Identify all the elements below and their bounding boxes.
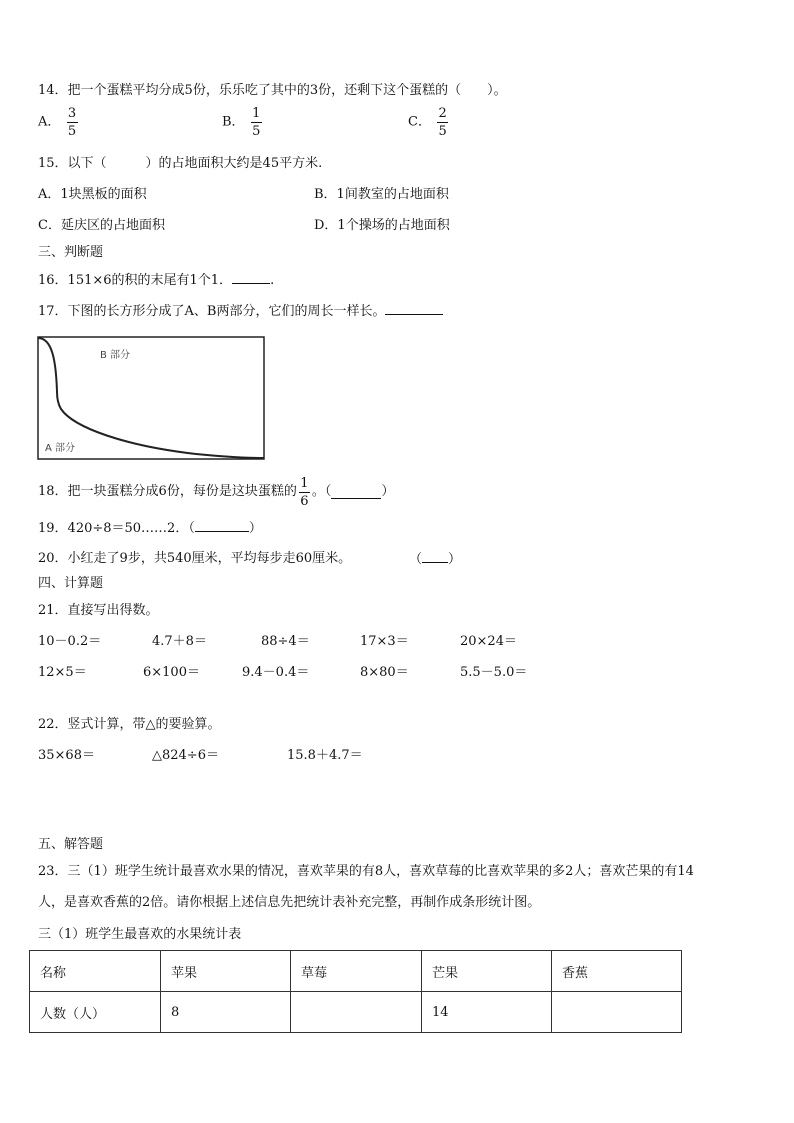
vertical-calc-item[interactable]: 35×68＝: [38, 748, 95, 763]
numerator: 3: [67, 106, 77, 121]
numerator: 1: [300, 475, 309, 491]
calc-item[interactable]: 20×24＝: [460, 634, 517, 649]
q22-stem: 22．竖式计算，带△的要验算。: [38, 717, 221, 732]
numerator: 1: [252, 106, 261, 121]
fraction: [299, 476, 310, 509]
q19-close: ）: [248, 521, 262, 536]
q18-close: ）: [381, 484, 395, 499]
q20: [38, 550, 351, 568]
denominator: 5: [252, 124, 261, 139]
q15-stem: 15．以下（ ）的占地面积大约是45平方米.: [38, 156, 323, 171]
section-title: 三、判断题: [38, 245, 104, 260]
answer-blank[interactable]: [385, 302, 443, 315]
calc-item[interactable]: 17×3＝: [360, 634, 409, 649]
answer-blank[interactable]: [232, 271, 270, 284]
q14-option-a[interactable]: [38, 106, 80, 139]
q19-text: 19．420÷8＝50……2．（: [38, 521, 195, 536]
q16-end: .: [270, 273, 275, 288]
q17: [38, 302, 443, 321]
fraction: [251, 106, 262, 139]
q18-text: 18．把一块蛋糕分成6份，每份是这块蛋糕的: [38, 484, 297, 499]
q17-text: 17．下图的长方形分成了A、B两部分，它们的周长一样长。: [38, 304, 386, 319]
calc-item[interactable]: 88÷4＝: [261, 634, 310, 649]
q16-text: 16．151×6的积的末尾有1个1．: [38, 273, 233, 288]
q23-line1: 23．三（1）班学生统计最喜欢水果的情况，喜欢苹果的有8人，喜欢草莓的比喜欢苹果的多2人；喜欢芒果的有14: [38, 864, 694, 879]
q14-stem: 14．把一个蛋糕平均分成5份，乐乐吃了其中的3份，还剩下这个蛋糕的（ ）。: [38, 83, 507, 98]
answer-blank[interactable]: [331, 486, 381, 499]
calc-item[interactable]: 9.4－0.4＝: [242, 665, 310, 680]
table-cell: 草莓: [291, 951, 422, 992]
q15-option-b[interactable]: B．1间教室的占地面积: [314, 187, 449, 202]
q19: [38, 519, 262, 538]
table-cell: 人数（人）: [30, 992, 161, 1033]
fraction-bar: [299, 492, 310, 493]
dividing-curve: [38, 338, 264, 458]
q23-line2: 人，是喜欢香蕉的2倍。请你根据上述信息先把统计表补充完整，再制作成条形统计图。: [38, 895, 541, 910]
denominator: 6: [300, 493, 309, 509]
table-cell: 香蕉: [552, 951, 682, 992]
vertical-calc-item[interactable]: 15.8＋4.7＝: [287, 748, 363, 763]
fraction-bar: [67, 122, 78, 123]
q14-option-b[interactable]: [222, 106, 264, 139]
numerator: 2: [438, 106, 447, 121]
denominator: 5: [67, 124, 77, 139]
table-cell-blank[interactable]: [291, 992, 422, 1033]
q21-stem: 21．直接写出得数。: [38, 603, 159, 618]
table-cell-blank[interactable]: [552, 992, 682, 1033]
option-label: B．: [222, 114, 245, 130]
calc-item[interactable]: 6×100＝: [143, 665, 200, 680]
table-header-row: [30, 951, 682, 992]
calc-item[interactable]: 8×80＝: [360, 665, 409, 680]
table-cell: 14: [422, 992, 552, 1033]
vertical-calc-item[interactable]: △824÷6＝: [152, 748, 219, 763]
answer-blank[interactable]: [195, 519, 249, 532]
label-part-a: A 部分: [45, 443, 76, 454]
q16: [38, 271, 274, 290]
table-cell: 名称: [30, 951, 161, 992]
fraction: [67, 106, 78, 139]
fraction-bar: [251, 122, 262, 123]
calc-item[interactable]: 12×5＝: [38, 665, 87, 680]
section-title: 五、解答题: [38, 837, 104, 852]
table-cell: 8: [161, 992, 291, 1033]
table-cell: 芒果: [422, 951, 552, 992]
fruit-stats-table: [29, 950, 682, 1033]
table-row: [30, 992, 682, 1033]
option-label: C．: [408, 114, 431, 130]
q20-answer: [409, 550, 461, 569]
section-title: 四、计算题: [38, 576, 104, 591]
q15-option-a[interactable]: A．1块黑板的面积: [38, 187, 147, 202]
rectangle-outline: [38, 337, 264, 459]
table-cell: 苹果: [161, 951, 291, 992]
q20-text: 20．小红走了9步，共540厘米，平均每步走60厘米。: [38, 551, 352, 566]
q14-option-c[interactable]: [408, 106, 450, 139]
rectangle-figure: [36, 334, 268, 462]
calc-item[interactable]: 5.5－5.0＝: [460, 665, 528, 680]
q18: [38, 475, 394, 510]
q20-open: （: [409, 552, 423, 567]
answer-blank[interactable]: [422, 550, 448, 563]
calc-item[interactable]: 4.7＋8＝: [152, 634, 207, 649]
denominator: 5: [438, 124, 447, 139]
label-part-b: B 部分: [100, 350, 131, 361]
q18-open: 。（: [311, 484, 332, 499]
q15-option-c[interactable]: C．延庆区的占地面积: [38, 218, 165, 233]
fraction: [437, 106, 448, 139]
q20-close: ）: [448, 552, 462, 567]
option-label: A．: [38, 114, 61, 130]
calc-item[interactable]: 10－0.2＝: [38, 634, 102, 649]
table-title: 三（1）班学生最喜欢的水果统计表: [38, 927, 242, 942]
fraction-bar: [437, 122, 448, 123]
q15-option-d[interactable]: D．1个操场的占地面积: [314, 218, 450, 233]
